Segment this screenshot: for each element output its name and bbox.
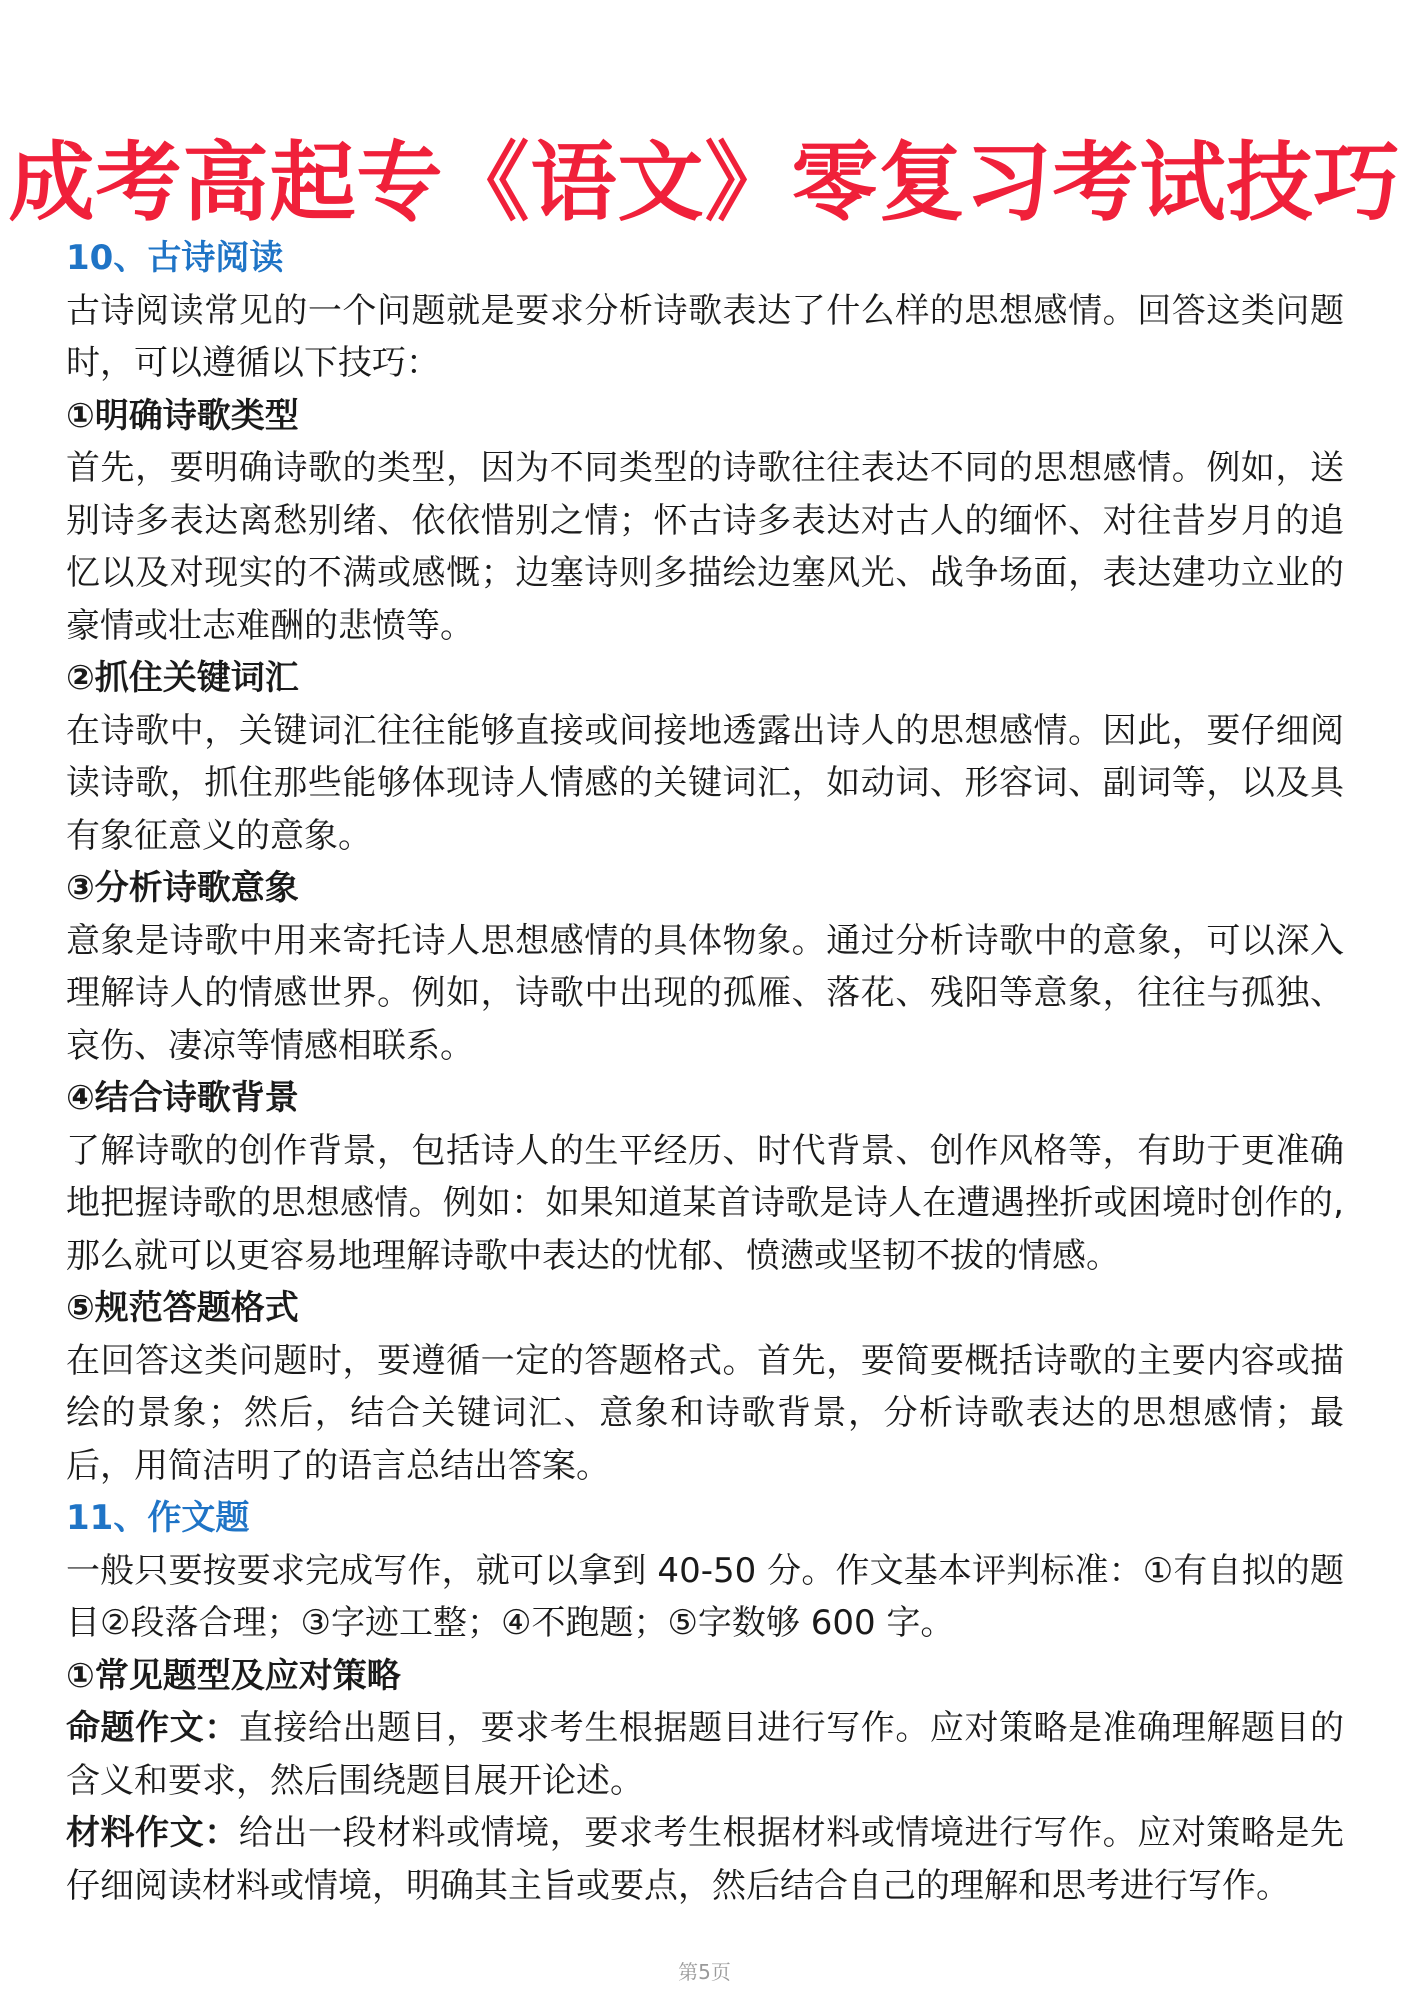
section-intro-poetry: 古诗阅读常见的一个问题就是要求分析诗歌表达了什么样的思想感情。回答这类问题时，可以遵循以下技巧： — [66, 290, 1344, 383]
tip-heading-background: ④结合诗歌背景 — [66, 1078, 299, 1118]
page-title: 成考高起专《语文》零复习考试技巧 — [8, 132, 1401, 233]
section-intro-essay: 一般只要按要求完成写作，就可以拿到 40-50 分。作文基本评判标准：①有自拟的题目②段落合理；③字迹工整；④不跑题；⑤字数够 600 字。 — [66, 1550, 1344, 1643]
essay-entry-propositional — [66, 1702, 1344, 1807]
tip-heading-keywords: ②抓住关键词汇 — [66, 658, 299, 698]
essay-subheading-strategies: ①常见题型及应对策略 — [66, 1655, 401, 1696]
essay-entry-text: 直接给出题目，要求考生根据题目进行写作。应对策略是准确理解题目的含义和要求，然后围绕题目展开论述。 — [66, 1708, 1345, 1801]
tip-text-keywords: 在诗歌中，关键词汇往往能够直接或间接地透露出诗人的思想感情。因此，要仔细阅读诗歌，抓住那些能够体现诗人情感的关键词汇，如动词、形容词、副词等，以及具有象征意义的意象。 — [66, 710, 1344, 856]
essay-entry-lead: 命题作文： — [66, 1708, 239, 1748]
tip-heading-imagery: ③分析诗歌意象 — [66, 868, 299, 908]
tip-heading-poem-type: ①明确诗歌类型 — [66, 395, 299, 436]
essay-entry-text: 给出一段材料或情境，要求考生根据材料或情境进行写作。应对策略是先仔细阅读材料或情境，明确其主旨或要点，然后结合自己的理解和思考进行写作。 — [66, 1813, 1345, 1906]
section-heading-essay: 11、作文题 — [66, 1498, 250, 1538]
tip-text-imagery: 意象是诗歌中用来寄托诗人思想感情的具体物象。通过分析诗歌中的意象，可以深入理解诗人的情感世界。例如，诗歌中出现的孤雁、落花、残阳等意象，往往与孤独、哀伤、凄凉等情感相联系。 — [66, 920, 1344, 1066]
section-heading-poetry: 10、古诗阅读 — [66, 238, 284, 278]
tip-text-answer-format: 在回答这类问题时，要遵循一定的答题格式。首先，要简要概括诗歌的主要内容或描绘的景象；然后，结合关键词汇、意象和诗歌背景，分析诗歌表达的思想感情；最后，用简洁明了的语言总结出答案。 — [66, 1340, 1344, 1486]
document-body — [66, 232, 1344, 1912]
tip-heading-answer-format: ⑤规范答题格式 — [66, 1288, 299, 1328]
essay-entry-material — [66, 1807, 1344, 1912]
tip-text-poem-type: 首先，要明确诗歌的类型，因为不同类型的诗歌往往表达不同的思想感情。例如，送别诗多表达离愁别绪、依依惜别之情；怀古诗多表达对古人的缅怀、对往昔岁月的追忆以及对现实的不满或感慨；边塞诗则多描绘边塞风光、战争场面，表达建功立业的豪情或壮志难酬的悲愤等。 — [66, 448, 1344, 646]
tip-text-background: 了解诗歌的创作背景，包括诗人的生平经历、时代背景、创作风格等，有助于更准确地把握诗歌的思想感情。例如：如果知道某首诗歌是诗人在遭遇挫折或困境时创作的,那么就可以更容易地理解诗歌中表达的忧郁、愤懑或坚韧不拔的情感。 — [66, 1130, 1344, 1276]
page-number: 第5页 — [678, 1960, 731, 1984]
essay-entry-lead: 材料作文： — [66, 1813, 239, 1853]
